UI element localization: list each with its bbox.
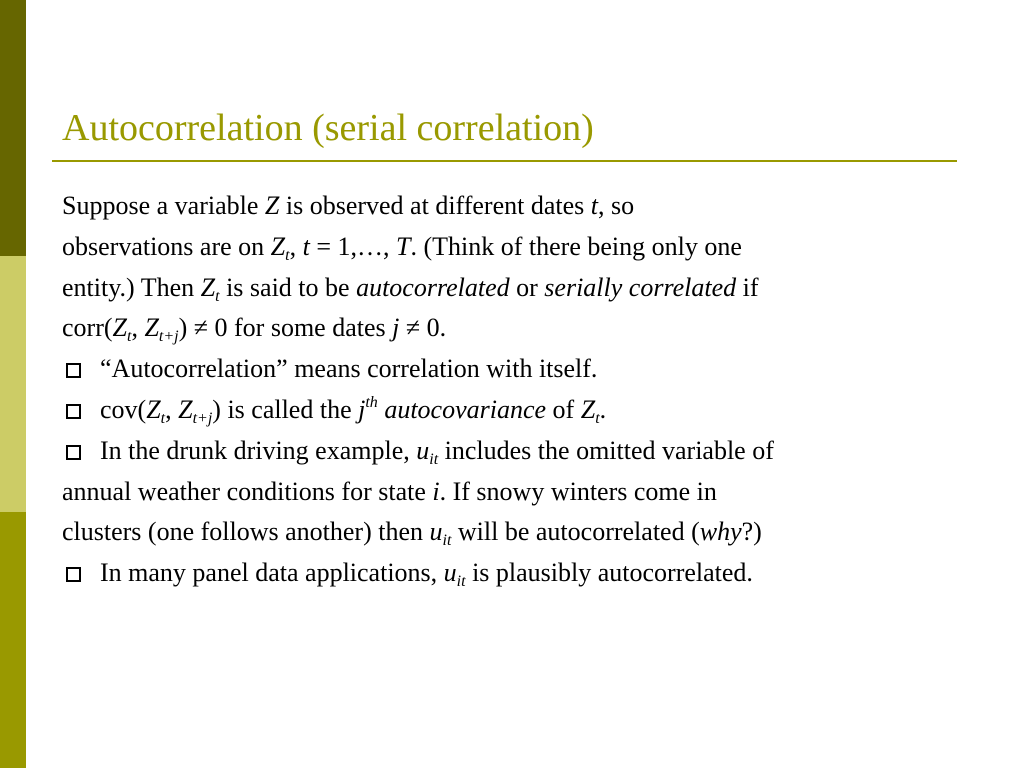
bullet-item-autocorrelation-meaning: “Autocorrelation” means correlation with itself. — [62, 349, 972, 390]
bullet-item-autocovariance: $cov(Z_t$, $Z_{t+j}$) is called the $j^{th}$ autocovariance of $Z_t$. — [62, 390, 972, 431]
intro-line-1: Suppose a variable Z is observed at different dates t, so — [62, 191, 635, 220]
slide-title: Autocorrelation (serial correlation) — [62, 107, 594, 149]
square-bullet-icon — [66, 363, 81, 378]
intro-line-4: $corr(Z_t$, $Z_{t+j}) \ne 0$ for some dates j ≠ 0. — [62, 313, 447, 346]
bullet-wrap-line: annual weather conditions for state i. If snowy winters come in — [62, 476, 717, 506]
bullet-item-drunk-driving: In the drunk driving example, $u_{it}$ includes the omitted variable of annual weather conditions for state i. If snowy winters come in clusters (one follows another) then $u_{it}$ will be autocorrelated (why?) — [62, 431, 972, 553]
slide-body — [62, 186, 972, 594]
intro-line-2: observations are on $Z_t$, t = 1,…, T. (Think of there being only one — [62, 231, 742, 264]
intro-line-3: entity.) Then $Z_t$ is said to be autocorrelated or serially correlated if — [62, 272, 759, 305]
sidebar-band-bottom — [0, 512, 26, 768]
sidebar-decoration — [0, 0, 26, 768]
square-bullet-icon — [66, 567, 81, 582]
bullet-item-panel-data: In many panel data applications, $u_{it}$ is plausibly autocorrelated. — [62, 553, 972, 594]
square-bullet-icon — [66, 445, 81, 460]
title-underline — [52, 160, 957, 162]
sidebar-band-top — [0, 0, 26, 256]
square-bullet-icon — [66, 404, 81, 419]
sidebar-band-middle — [0, 256, 26, 512]
bullet-wrap-line: clusters (one follows another) then $u_{it}$ will be autocorrelated (why?) — [62, 517, 762, 550]
